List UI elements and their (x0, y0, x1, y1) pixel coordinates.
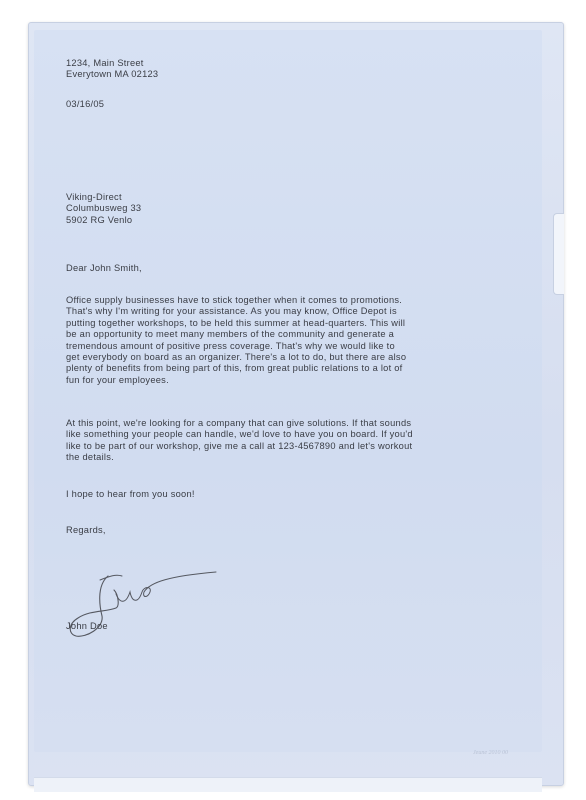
sleeve-notch (553, 213, 564, 295)
sender-address (66, 58, 486, 81)
footer-watermark: Jeune 2010 00 (473, 750, 508, 756)
regards: Regards, (66, 525, 106, 535)
letter-date: 03/16/05 (66, 99, 105, 109)
letter-page (34, 30, 542, 752)
signer-name: John Doe (66, 621, 108, 631)
salutation: Dear John Smith, (66, 263, 142, 273)
recipient-line3: 5902 RG Venlo (66, 214, 133, 225)
recipient-line1: Viking-Direct (66, 192, 122, 202)
body-paragraph-2: At this point, we're looking for a company that can give solutions. If that sounds like something your people can handle, we'd love to have you on board. If you'd like to be part of our workshop, give me a call at 123-4567890 and let's workout the details. (66, 418, 413, 463)
recipient-line2: Columbusweg 33 (66, 203, 142, 214)
closing-line: I hope to hear from you soon! (66, 489, 195, 499)
body-paragraph-1: Office supply businesses have to stick together when it comes to promotions. That's why I'm writing for your assistance. As you may know, Office Depot is putting together workshops, to be held this summer at head-quarters. This will be an opportunity to meet many members of the community and generate a tremendous amount of positive press coverage. That's why we would like to get everybody on board as an organizer. There's a lot to do, but there are also plenty of benefits from being part of this, from great public relations to a lot of fun for your employees. (66, 295, 407, 385)
sleeve-bottom-strip (34, 777, 542, 792)
recipient-address (66, 192, 486, 226)
sender-address-line2: Everytown MA 02123 (66, 69, 159, 80)
sender-address-line1: 1234, Main Street (66, 58, 144, 68)
